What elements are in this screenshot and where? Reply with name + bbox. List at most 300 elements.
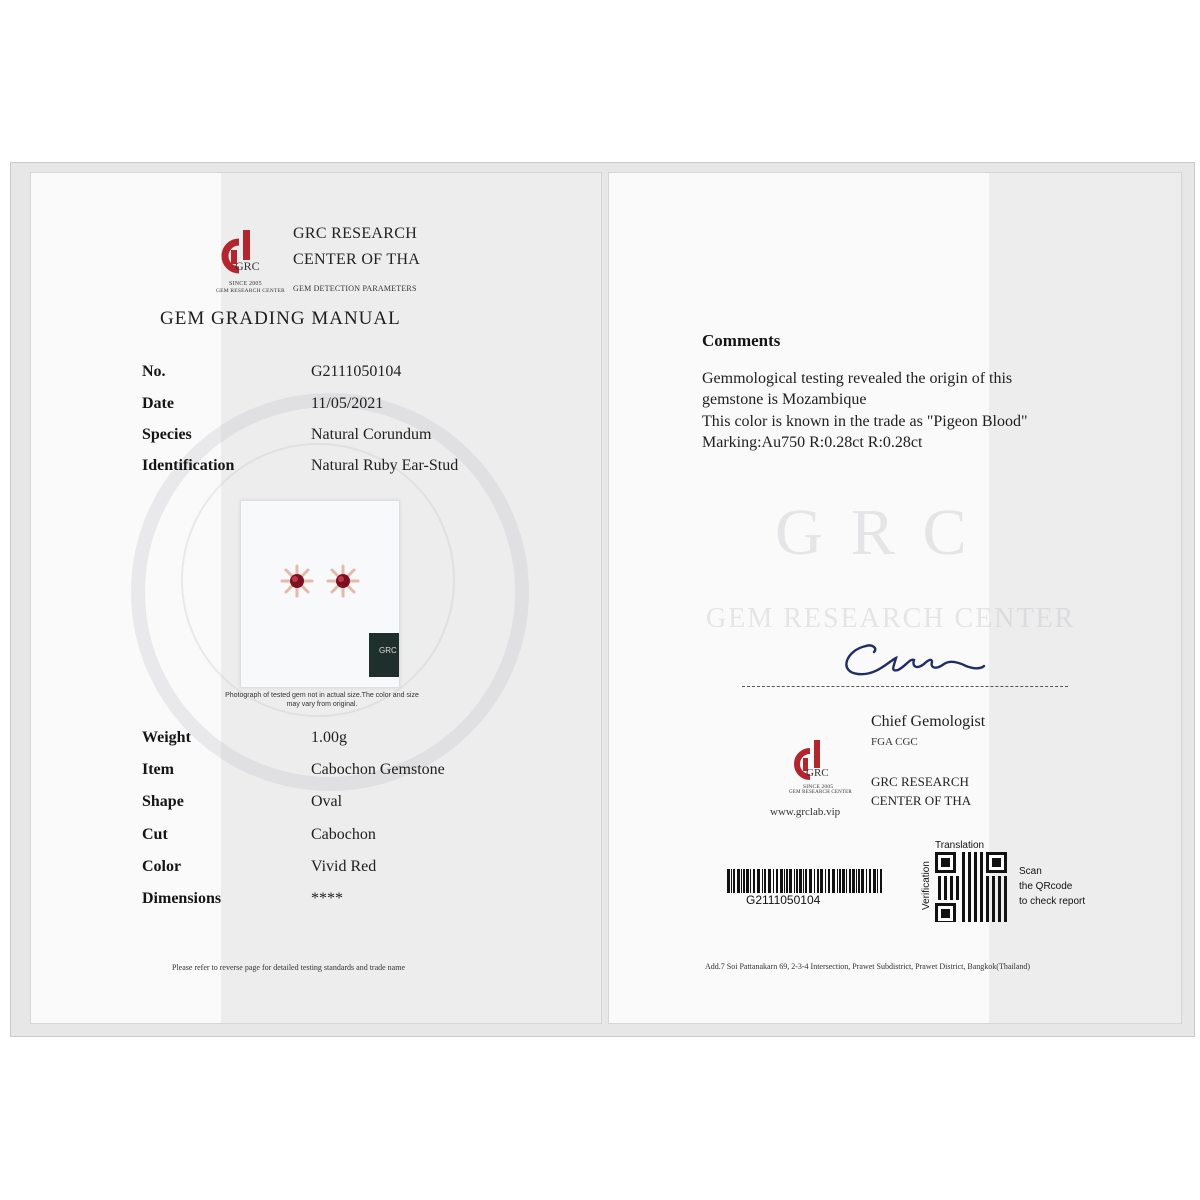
- qr-module: [986, 918, 989, 921]
- qr-module: [1004, 888, 1007, 891]
- barcode-bar: [731, 869, 732, 893]
- qr-module: [1004, 909, 1007, 912]
- qr-module: [1004, 891, 1007, 894]
- barcode-bar: [809, 869, 812, 893]
- qr-module: [980, 870, 983, 873]
- barcode-bar: [817, 869, 819, 893]
- qr-module: [992, 918, 995, 921]
- qr-module: [968, 852, 971, 855]
- barcode-bar: [727, 869, 730, 893]
- qr-module: [956, 888, 959, 891]
- qr-module: [1004, 900, 1007, 903]
- logo-since: SINCE 2005: [229, 281, 262, 287]
- comment-line-4: Marking:Au750 R:0.28ct R:0.28ct: [702, 434, 923, 451]
- qr-module: [950, 876, 953, 879]
- qr-module: [1004, 906, 1007, 909]
- logo-center: GEM RESEARCH CENTER: [216, 288, 285, 294]
- qr-instructions: [1019, 864, 1085, 909]
- qr-module: [1004, 879, 1007, 882]
- qr-module: [1004, 876, 1007, 879]
- qr-module: [962, 873, 965, 876]
- gem-photo: [240, 500, 400, 688]
- barcode-bar: [837, 869, 838, 893]
- qr-module: [962, 870, 965, 873]
- qr-module: [998, 906, 1001, 909]
- qr-module: [956, 876, 959, 879]
- qr-module: [938, 882, 941, 885]
- signature: [836, 636, 986, 684]
- page-title: GEM GRADING MANUAL: [160, 308, 401, 329]
- qr-module: [986, 900, 989, 903]
- right-page: [608, 172, 1182, 1024]
- qr-module: [956, 879, 959, 882]
- qr-module: [968, 855, 971, 858]
- qr-module: [962, 903, 965, 906]
- qr-module: [962, 912, 965, 915]
- barcode-bar: [768, 869, 771, 893]
- qr-module: [968, 879, 971, 882]
- qr-module: [998, 882, 1001, 885]
- qr-module: [968, 885, 971, 888]
- chief-gemologist: Chief Gemologist: [871, 713, 986, 730]
- qr-module: [962, 882, 965, 885]
- qr-module: [986, 915, 989, 918]
- qr-scan-line-3: to check report: [1019, 896, 1086, 907]
- qr-module: [950, 885, 953, 888]
- qr-module: [986, 876, 989, 879]
- qr-module: [944, 882, 947, 885]
- barcode-bar: [796, 869, 798, 893]
- qr-module: [968, 882, 971, 885]
- label-item: Item: [142, 761, 174, 778]
- qr-module: [992, 885, 995, 888]
- barcode-bar: [784, 869, 785, 893]
- barcode-bar: [794, 869, 795, 893]
- qr-module: [968, 915, 971, 918]
- qr-module: [950, 882, 953, 885]
- barcode-bar: [858, 869, 860, 893]
- qr-module: [980, 867, 983, 870]
- qr-module: [980, 876, 983, 879]
- barcode-bar: [856, 869, 857, 893]
- qr-module: [974, 918, 977, 921]
- qr-module: [1004, 903, 1007, 906]
- label-weight: Weight: [142, 729, 191, 746]
- qr-module: [968, 900, 971, 903]
- comments-title: Comments: [702, 331, 781, 350]
- watermark-grc: GRC: [775, 496, 995, 569]
- qr-module: [938, 897, 941, 900]
- qr-finder: [992, 858, 1001, 867]
- barcode-bar: [861, 869, 864, 893]
- qr-module: [968, 921, 971, 922]
- qr-module: [962, 852, 965, 855]
- barcode-bar: [743, 869, 745, 893]
- qr-module: [992, 876, 995, 879]
- qr-module: [992, 906, 995, 909]
- value-shape: Oval: [311, 793, 343, 810]
- qr-module: [986, 909, 989, 912]
- qr-module: [956, 891, 959, 894]
- value-identification: Natural Ruby Ear-Stud: [311, 457, 459, 474]
- qr-module: [998, 888, 1001, 891]
- qr-module: [968, 891, 971, 894]
- qr-module: [986, 894, 989, 897]
- comment-line-3: This color is known in the trade as "Pigeon Blood": [702, 413, 1028, 430]
- qr-module: [980, 861, 983, 864]
- qr-module: [968, 858, 971, 861]
- qr-module: [944, 876, 947, 879]
- qr-module: [974, 897, 977, 900]
- qr-scan-line-1: Scan: [1019, 866, 1042, 877]
- qr-module: [980, 900, 983, 903]
- label-dimensions: Dimensions: [142, 890, 222, 907]
- qr-module: [980, 864, 983, 867]
- barcode-number: G2111050104: [746, 893, 821, 907]
- qr-module: [944, 891, 947, 894]
- qr-module: [992, 897, 995, 900]
- qr-module: [986, 888, 989, 891]
- barcode-bar: [866, 869, 867, 893]
- barcode-bar: [780, 869, 783, 893]
- watermark-gem-research-center: GEM RESEARCH CENTER: [706, 603, 1076, 634]
- qr-module: [980, 894, 983, 897]
- earring-right: [328, 566, 358, 596]
- qr-module: [998, 885, 1001, 888]
- qr-module: [986, 912, 989, 915]
- qr-module: [968, 912, 971, 915]
- qr-module: [968, 906, 971, 909]
- qr-module: [992, 903, 995, 906]
- qr-module: [980, 852, 983, 855]
- qr-module: [974, 879, 977, 882]
- barcode-bar: [776, 869, 778, 893]
- value-dimensions: ****: [311, 890, 343, 907]
- qr-module: [950, 897, 953, 900]
- qr-module: [968, 897, 971, 900]
- qr-module: [938, 888, 941, 891]
- qr-module: [980, 909, 983, 912]
- qr-module: [974, 900, 977, 903]
- logo-since-right: SINCE 2005: [803, 784, 834, 790]
- qr-module: [962, 861, 965, 864]
- qr-module: [974, 873, 977, 876]
- qr-module: [986, 879, 989, 882]
- svg-text:GRC: GRC: [806, 767, 829, 779]
- barcode-bar: [762, 869, 763, 893]
- qr-module: [974, 888, 977, 891]
- qr-module: [998, 915, 1001, 918]
- label-color: Color: [142, 858, 182, 875]
- qr-module: [962, 921, 965, 922]
- earring-left: [282, 566, 312, 596]
- qr-module: [944, 897, 947, 900]
- qr-module: [968, 918, 971, 921]
- barcode-bar: [789, 869, 792, 893]
- qr-module: [980, 882, 983, 885]
- qr-module: [980, 918, 983, 921]
- barcode-bar: [849, 869, 851, 893]
- barcode-bar: [805, 869, 807, 893]
- value-weight: 1.00g: [311, 729, 347, 746]
- qr-module: [992, 900, 995, 903]
- qr-module: [974, 909, 977, 912]
- qr-module: [992, 882, 995, 885]
- qr-module: [998, 879, 1001, 882]
- qr-module: [974, 906, 977, 909]
- qr-module: [974, 885, 977, 888]
- qr-module: [962, 879, 965, 882]
- qr-module: [968, 909, 971, 912]
- value-species: Natural Corundum: [311, 426, 432, 443]
- qr-module: [980, 855, 983, 858]
- qr-module: [974, 921, 977, 922]
- qr-code[interactable]: [935, 852, 1007, 922]
- qr-module: [974, 870, 977, 873]
- label-identification: Identification: [142, 457, 235, 474]
- label-shape: Shape: [142, 793, 184, 810]
- qr-module: [974, 864, 977, 867]
- qr-module: [962, 867, 965, 870]
- qr-module: [1004, 918, 1007, 921]
- qr-finder: [941, 909, 950, 918]
- barcode-bar: [757, 869, 760, 893]
- signature-line: [742, 686, 1068, 687]
- address: Add.7 Soi Pattanakarn 69, 2-3-4 Intersection, Prawet Subdistrict, Prawet District, Bangkok(Thailand): [705, 962, 1031, 971]
- barcode-bar: [733, 869, 735, 893]
- qr-module: [986, 906, 989, 909]
- qr-module: [968, 903, 971, 906]
- barcode-bar: [839, 869, 841, 893]
- qr-module: [980, 912, 983, 915]
- qr-module: [980, 873, 983, 876]
- barcode-bar: [842, 869, 845, 893]
- qr-module: [974, 912, 977, 915]
- barcode-bar: [825, 869, 826, 893]
- qr-module: [956, 894, 959, 897]
- barcode-bar: [877, 869, 878, 893]
- qr-module: [980, 906, 983, 909]
- comment-line-1: Gemmological testing revealed the origin of this: [702, 370, 1013, 387]
- qr-module: [974, 915, 977, 918]
- barcode-bar: [820, 869, 823, 893]
- qr-module: [938, 891, 941, 894]
- footnote: Please refer to reverse page for detailed testing standards and trade name: [172, 963, 406, 972]
- qr-module: [986, 891, 989, 894]
- qr-module: [998, 903, 1001, 906]
- qr-module: [980, 921, 983, 922]
- value-item: Cabochon Gemstone: [311, 761, 445, 778]
- label-cut: Cut: [142, 826, 168, 843]
- qr-module: [992, 909, 995, 912]
- qr-translation-label: Translation: [935, 840, 985, 851]
- barcode-bar: [741, 869, 742, 893]
- qr-module: [968, 867, 971, 870]
- barcode-bar: [764, 869, 766, 893]
- qr-module: [974, 891, 977, 894]
- header-line-3: GEM DETECTION PARAMETERS: [293, 284, 417, 293]
- barcode-bar: [846, 869, 847, 893]
- qr-module: [998, 897, 1001, 900]
- barcode-bar: [753, 869, 755, 893]
- qr-module: [1004, 894, 1007, 897]
- qr-module: [986, 882, 989, 885]
- qr-module: [962, 909, 965, 912]
- qr-module: [944, 879, 947, 882]
- qr-module: [956, 897, 959, 900]
- qr-module: [968, 876, 971, 879]
- header-line-1: GRC RESEARCH: [293, 225, 418, 242]
- qr-module: [1004, 897, 1007, 900]
- qr-module: [974, 882, 977, 885]
- svg-text:GRC: GRC: [235, 259, 260, 273]
- barcode-bar: [803, 869, 804, 893]
- qr-verification-label: Verification: [921, 861, 932, 910]
- logo-center-right: GEM RESEARCH CENTER: [789, 790, 852, 795]
- qr-module: [962, 906, 965, 909]
- qr-module: [980, 888, 983, 891]
- qr-module: [974, 861, 977, 864]
- qr-module: [998, 891, 1001, 894]
- barcode-bar: [799, 869, 802, 893]
- qr-module: [962, 855, 965, 858]
- qr-module: [968, 894, 971, 897]
- qr-module: [992, 888, 995, 891]
- barcode: [727, 869, 883, 893]
- label-no: No.: [142, 363, 166, 380]
- qr-module: [980, 897, 983, 900]
- qr-module: [974, 876, 977, 879]
- qr-module: [986, 897, 989, 900]
- qr-module: [938, 894, 941, 897]
- qr-module: [998, 876, 1001, 879]
- qr-module: [962, 888, 965, 891]
- qr-module: [980, 903, 983, 906]
- value-no: G2111050104: [311, 363, 402, 380]
- qr-module: [974, 852, 977, 855]
- qr-module: [950, 888, 953, 891]
- qr-module: [968, 870, 971, 873]
- header-line-2: CENTER OF THA: [293, 251, 421, 268]
- qr-module: [968, 864, 971, 867]
- barcode-bar: [750, 869, 751, 893]
- qr-module: [962, 876, 965, 879]
- qr-module: [962, 885, 965, 888]
- qr-module: [962, 894, 965, 897]
- comment-line-2: gemstone is Mozambique: [702, 391, 867, 408]
- qr-module: [1004, 921, 1007, 922]
- website-url: www.grclab.vip: [770, 806, 841, 818]
- qr-module: [962, 918, 965, 921]
- qr-module: [992, 891, 995, 894]
- barcode-bar: [832, 869, 835, 893]
- qr-module: [950, 891, 953, 894]
- qr-finder: [941, 858, 950, 867]
- qr-module: [992, 879, 995, 882]
- qr-module: [1004, 915, 1007, 918]
- qr-module: [992, 912, 995, 915]
- qr-module: [962, 864, 965, 867]
- value-color: Vivid Red: [311, 858, 377, 875]
- qr-module: [944, 894, 947, 897]
- barcode-bar: [773, 869, 774, 893]
- qr-module: [974, 858, 977, 861]
- qr-module: [986, 903, 989, 906]
- qr-module: [974, 894, 977, 897]
- ruby-earrings-image: [241, 501, 399, 687]
- qr-module: [998, 918, 1001, 921]
- qr-module: [962, 858, 965, 861]
- qr-module: [980, 885, 983, 888]
- chief-credentials: FGA CGC: [871, 736, 918, 748]
- qr-module: [962, 900, 965, 903]
- qr-module: [938, 879, 941, 882]
- barcode-bar: [746, 869, 749, 893]
- barcode-bar: [869, 869, 871, 893]
- barcode-bar: [737, 869, 740, 893]
- barcode-bar: [873, 869, 876, 893]
- qr-module: [950, 894, 953, 897]
- qr-module: [998, 912, 1001, 915]
- qr-module: [980, 915, 983, 918]
- label-species: Species: [142, 426, 192, 443]
- qr-module: [974, 867, 977, 870]
- qr-module: [968, 861, 971, 864]
- qr-module: [956, 885, 959, 888]
- svg-text:GRC: GRC: [379, 646, 397, 655]
- qr-module: [956, 882, 959, 885]
- qr-module: [992, 894, 995, 897]
- org-line-1: GRC RESEARCH: [871, 774, 969, 789]
- qr-module: [968, 873, 971, 876]
- value-cut: Cabochon: [311, 826, 376, 843]
- qr-module: [980, 879, 983, 882]
- qr-module: [938, 876, 941, 879]
- qr-module: [998, 909, 1001, 912]
- qr-module: [974, 855, 977, 858]
- qr-module: [1004, 912, 1007, 915]
- qr-module: [998, 894, 1001, 897]
- qr-module: [1004, 885, 1007, 888]
- label-date: Date: [142, 395, 174, 412]
- qr-module: [962, 915, 965, 918]
- qr-module: [974, 903, 977, 906]
- photo-caption: Photograph of tested gem not in actual size.The color and size may vary from original.: [225, 692, 419, 708]
- qr-scan-line-2: the QRcode: [1019, 881, 1073, 892]
- qr-module: [980, 891, 983, 894]
- barcode-bar: [786, 869, 788, 893]
- qr-module: [986, 885, 989, 888]
- qr-module: [944, 888, 947, 891]
- qr-module: [980, 858, 983, 861]
- barcode-bar: [814, 869, 815, 893]
- qr-module: [986, 921, 989, 922]
- qr-module: [962, 897, 965, 900]
- value-date: 11/05/2021: [311, 395, 384, 412]
- qr-module: [998, 921, 1001, 922]
- qr-module: [992, 921, 995, 922]
- org-line-2: CENTER OF THA: [871, 793, 972, 808]
- qr-module: [962, 891, 965, 894]
- qr-module: [992, 915, 995, 918]
- barcode-bar: [852, 869, 855, 893]
- barcode-bar: [880, 869, 882, 893]
- qr-module: [938, 885, 941, 888]
- qr-module: [998, 900, 1001, 903]
- barcode-bar: [828, 869, 830, 893]
- qr-module: [944, 885, 947, 888]
- qr-module: [1004, 882, 1007, 885]
